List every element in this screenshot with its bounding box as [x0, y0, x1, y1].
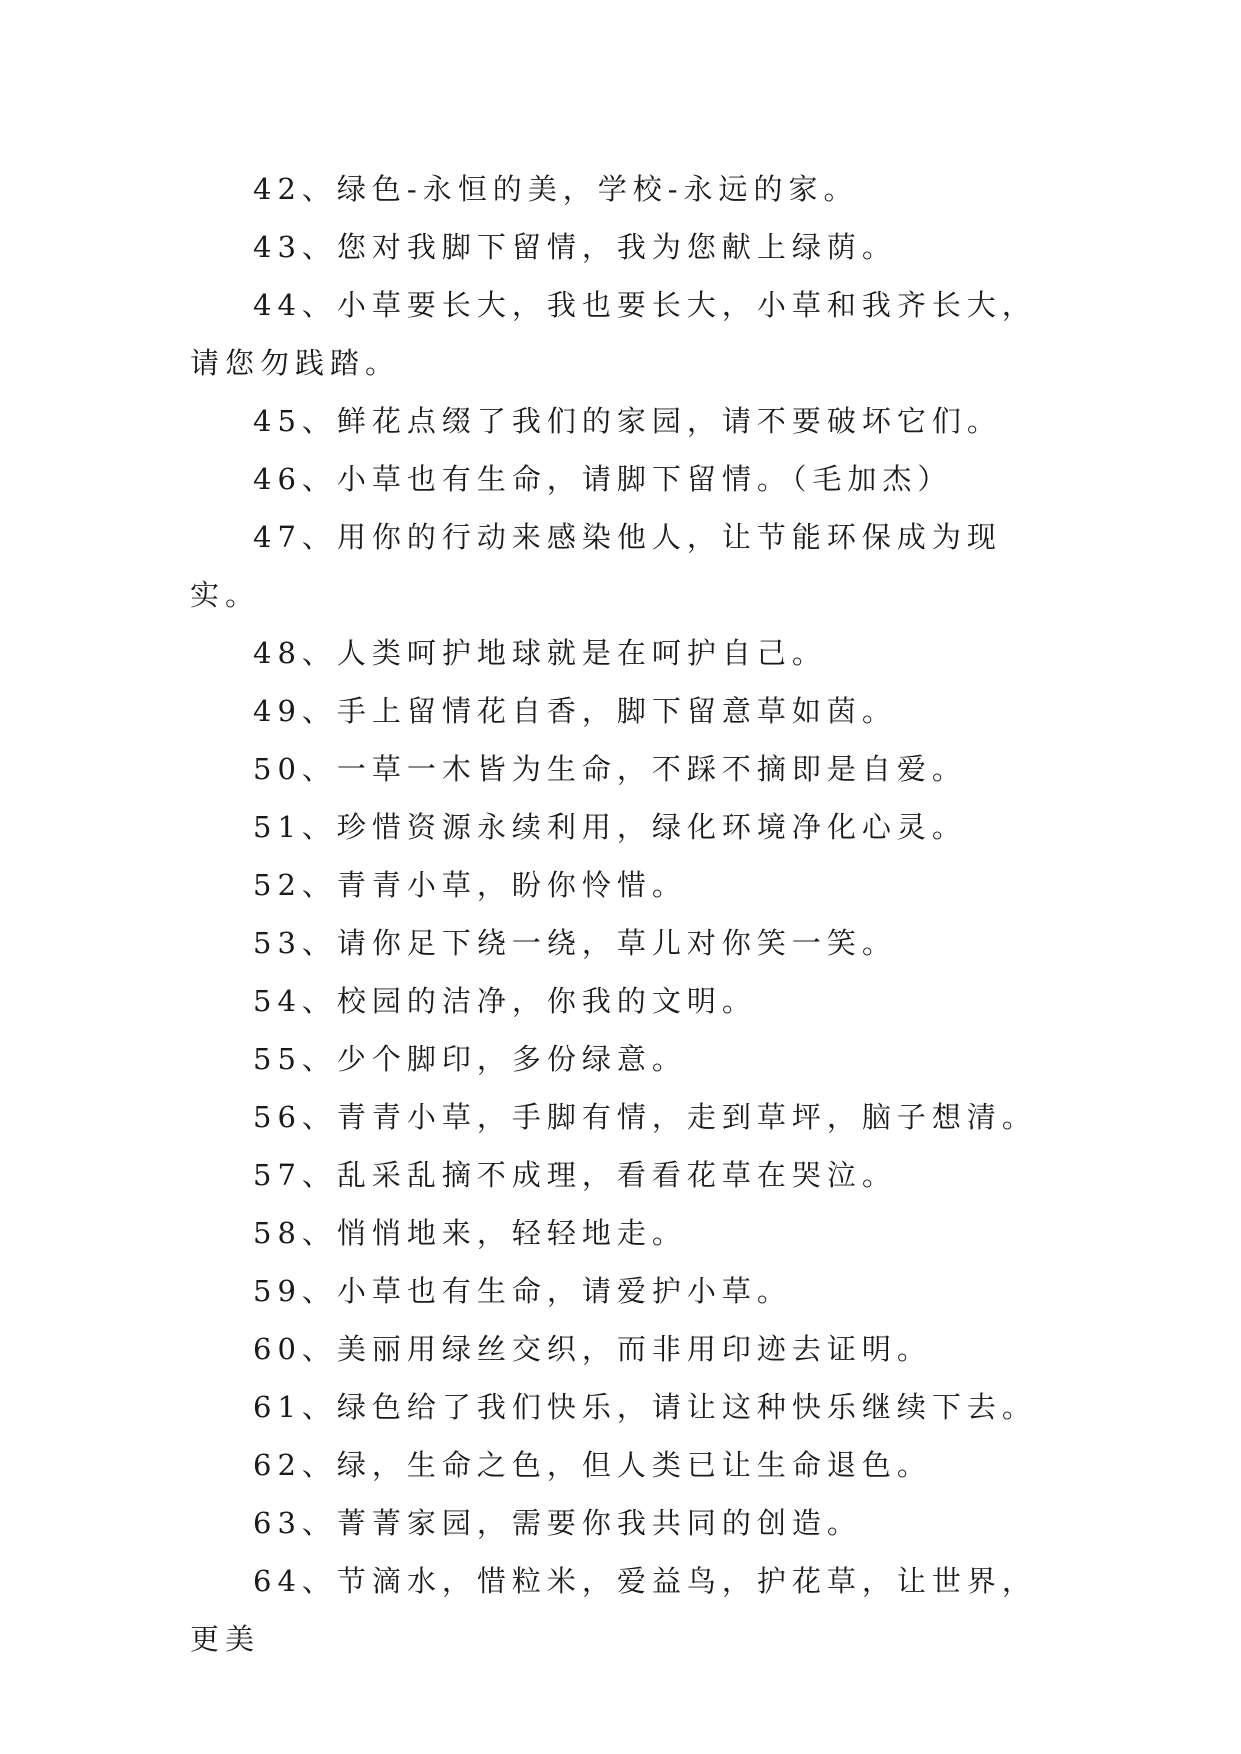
slogan-line-64: 64、节滴水，惜粒米，爱益鸟，护花草，让世界，更美 [190, 1564, 1037, 1656]
slogan-line-50: 50、一草一木皆为生命，不踩不摘即是自爱。 [253, 752, 967, 786]
slogan-line-49: 49、手上留情花自香，脚下留意草如茵。 [253, 694, 897, 728]
slogan-line-48: 48、人类呵护地球就是在呵护自己。 [253, 636, 827, 670]
slogan-line-61: 61、绿色给了我们快乐，请让这种快乐继续下去。 [253, 1390, 1037, 1424]
slogan-line-43: 43、您对我脚下留情，我为您献上绿荫。 [253, 230, 897, 264]
slogan-line-58: 58、悄悄地来，轻轻地走。 [253, 1216, 687, 1250]
slogan-line-59: 59、小草也有生命，请爱护小草。 [253, 1274, 792, 1308]
slogan-line-55: 55、少个脚印，多份绿意。 [253, 1042, 687, 1076]
slogan-line-54: 54、校园的洁净，你我的文明。 [253, 984, 757, 1018]
slogan-line-53: 53、请你足下绕一绕，草儿对你笑一笑。 [253, 926, 897, 960]
slogan-line-42: 42、绿色-永恒的美，学校-永远的家。 [253, 172, 859, 206]
slogan-line-56: 56、青青小草，手脚有情，走到草坪，脑子想清。 [253, 1100, 1037, 1134]
slogan-line-63: 63、菁菁家园，需要你我共同的创造。 [253, 1506, 862, 1540]
document-body [190, 160, 1050, 1668]
slogan-line-47: 47、用你的行动来感染他人，让节能环保成为现实。 [190, 520, 1002, 612]
slogan-line-52: 52、青青小草，盼你怜惜。 [253, 868, 687, 902]
slogan-line-57: 57、乱采乱摘不成理，看看花草在哭泣。 [253, 1158, 897, 1192]
slogan-line-51: 51、珍惜资源永续利用，绿化环境净化心灵。 [253, 810, 967, 844]
slogan-line-45: 45、鲜花点缀了我们的家园，请不要破坏它们。 [253, 404, 1002, 438]
slogan-line-60: 60、美丽用绿丝交织，而非用印迹去证明。 [253, 1332, 932, 1366]
slogan-line-44: 44、小草要长大，我也要长大，小草和我齐长大，请您勿践踏。 [190, 288, 1037, 380]
slogan-line-46: 46、小草也有生命，请脚下留情。（毛加杰） [253, 462, 953, 496]
slogan-line-62: 62、绿，生命之色，但人类已让生命退色。 [253, 1448, 932, 1482]
